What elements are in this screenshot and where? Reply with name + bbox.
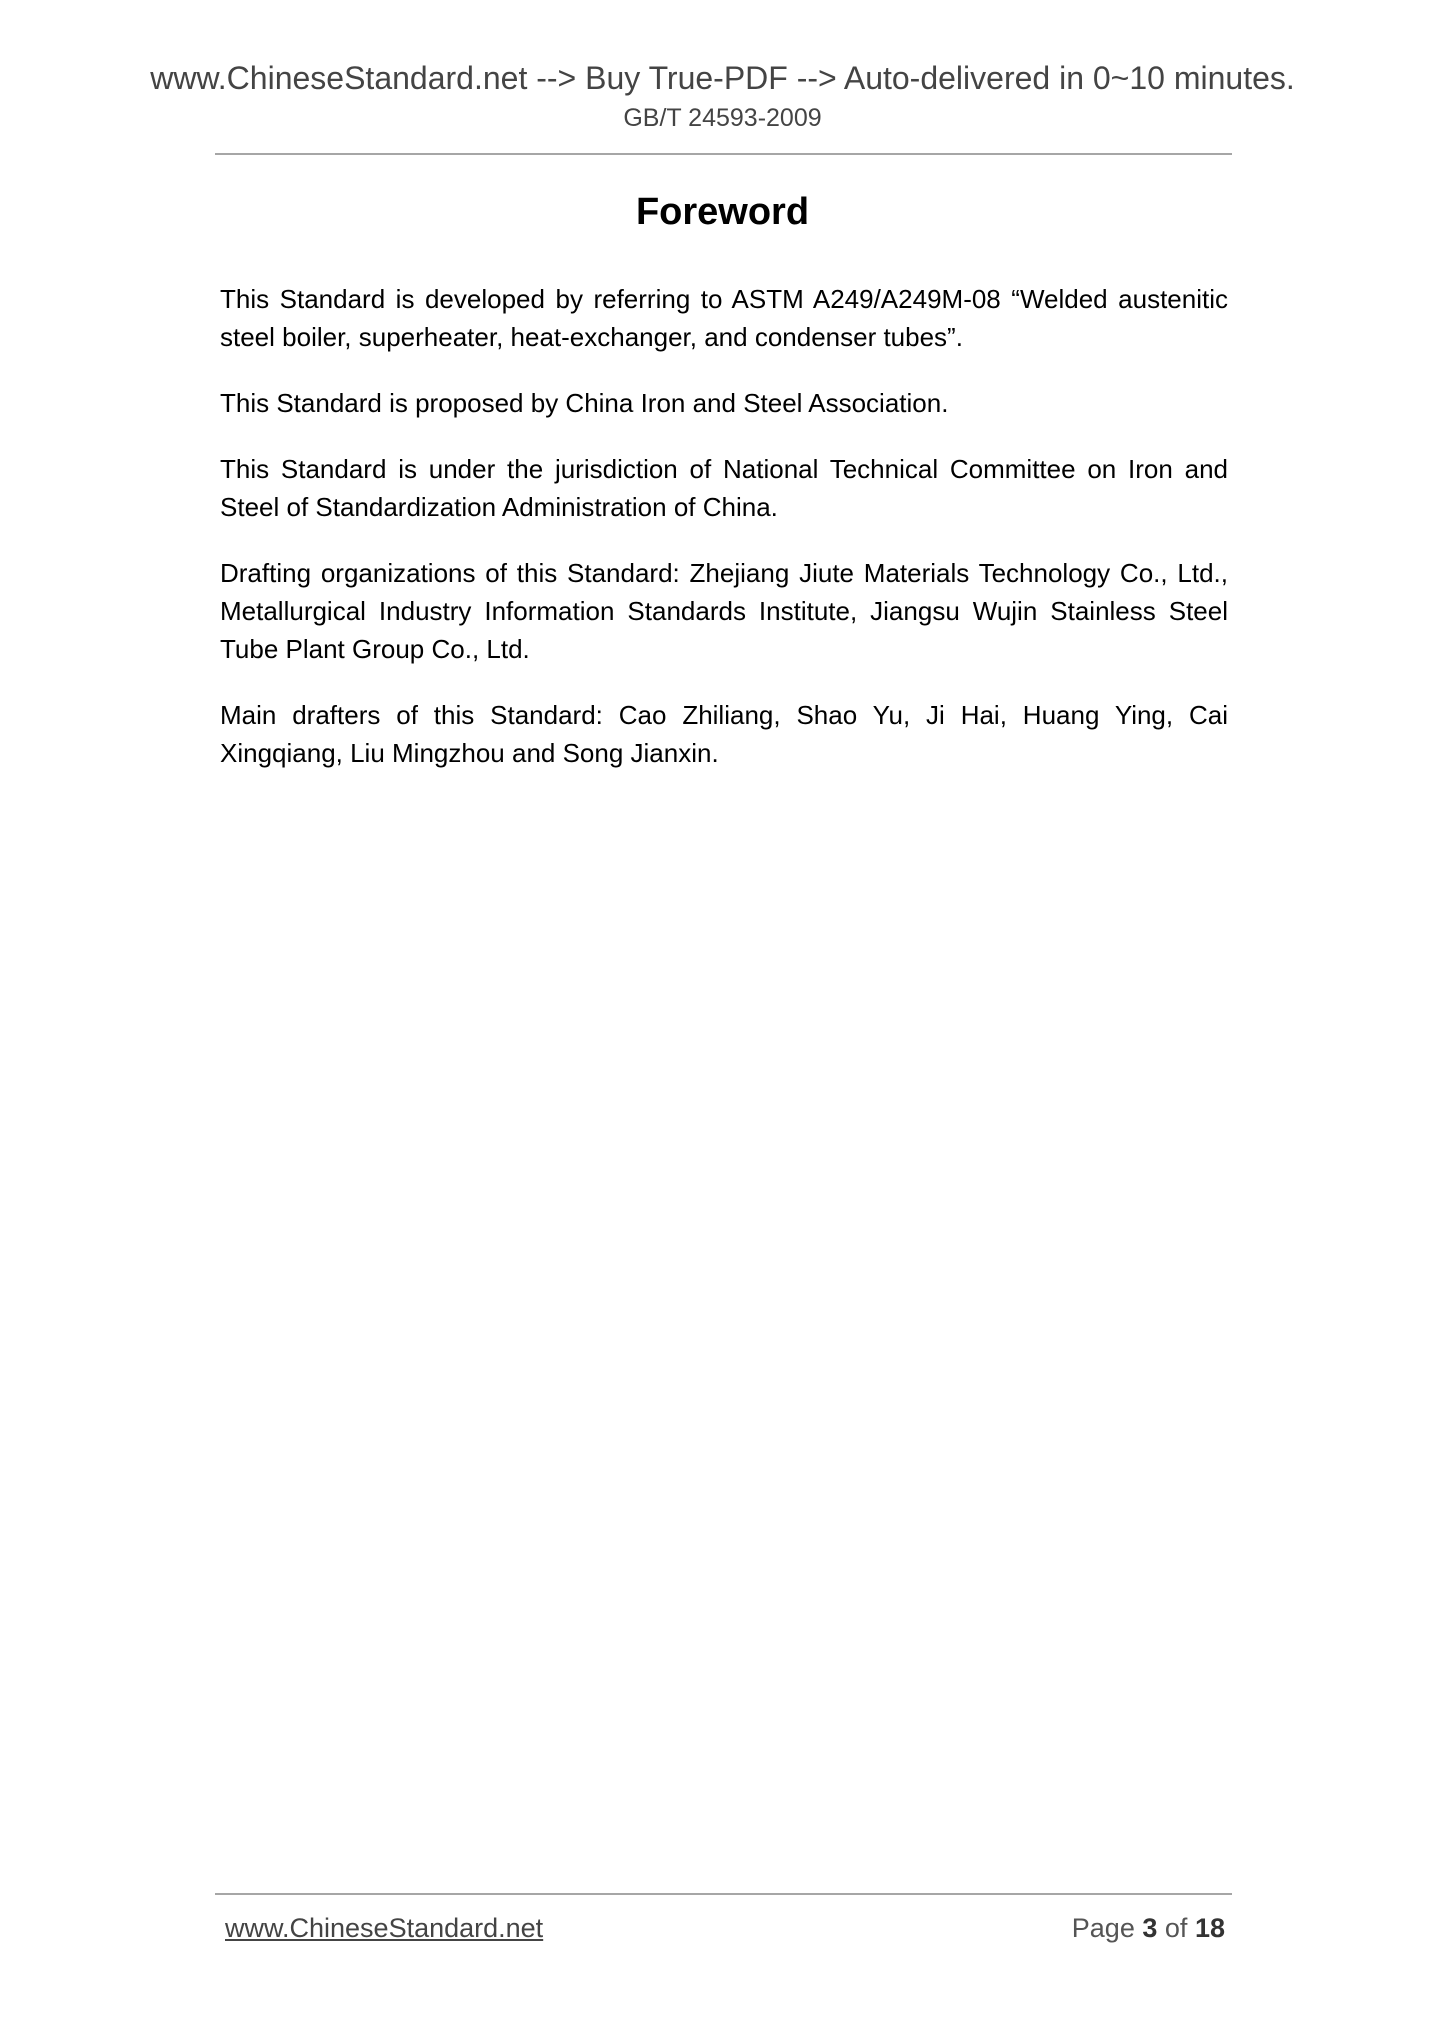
header-divider (215, 153, 1232, 155)
foreword-body (220, 280, 1228, 800)
page-title: Foreword (635, 191, 810, 233)
paragraph-main-drafters: Main drafters of this Standard: Cao Zhiliang, Shao Yu, Ji Hai, Huang Ying, Cai Xingqiang, Liu Mingzhou and Song Jianxin. (220, 700, 1228, 768)
footer-site-link[interactable]: www.ChineseStandard.net (225, 1913, 544, 1943)
header-banner: www.ChineseStandard.net --> Buy True-PDF --> Auto-delivered in 0~10 minutes. (150, 60, 1295, 96)
page-total: 18 (1194, 1913, 1225, 1943)
page-number (1072, 1910, 1225, 1946)
page-current: 3 (1142, 1913, 1158, 1943)
paragraph-reference: This Standard is developed by referring to ASTM A249/A249M-08 “Welded austenitic steel boiler, superheater, heat-exchanger, and condenser tubes”. (220, 284, 1228, 352)
footer-divider (215, 1893, 1232, 1895)
page-of: of (1164, 1913, 1188, 1943)
paragraph-jurisdiction: This Standard is under the jurisdiction of National Technical Committee on Iron and Steel of Standardization Administration of China. (220, 454, 1228, 522)
page-word: Page (1071, 1913, 1135, 1943)
standard-code: GB/T 24593-2009 (623, 104, 822, 132)
paragraph-proposed-by: This Standard is proposed by China Iron and Steel Association. (220, 388, 949, 418)
paragraph-drafting-organizations: Drafting organizations of this Standard: Zhejiang Jiute Materials Technology Co., Ltd., Metallurgical Industry Information Standards Institute, Jiangsu Wujin Stainless Steel Tube Plant Group Co., Ltd. (220, 558, 1228, 664)
